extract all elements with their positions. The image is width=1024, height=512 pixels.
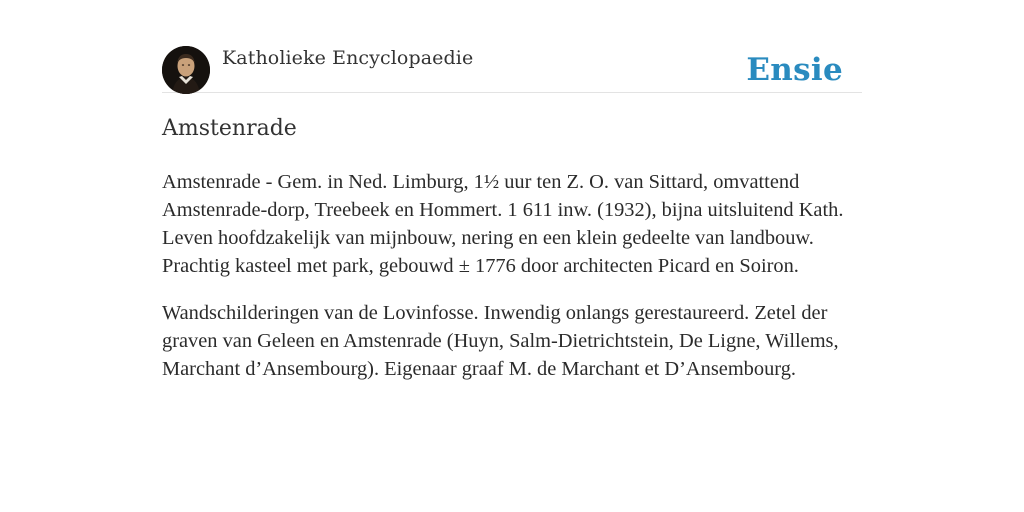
brand-logo[interactable]: Ensie: [746, 52, 843, 88]
portrait-avatar-icon[interactable]: [162, 46, 210, 94]
article-paragraph: Amstenrade - Gem. in Ned. Limburg, 1½ uur ten Z. O. van Sittard, omvattend Amstenrade-dorp, Treebeek en Hommert. 1 611 inw. (1932), bijna uitsluitend Kath. Leven hoofdzakelijk van mijnbouw, nering en een klein gedeelte van landbouw. Prachtig kasteel met park, gebouwd ± 1776 door architecten Picard en Soiron.: [162, 171, 844, 277]
article-title: Amstenrade: [162, 116, 297, 141]
header: [162, 46, 862, 93]
article-paragraph: Wandschilderingen van de Lovinfosse. Inwendig onlangs gerestaureerd. Zetel der graven van Geleen en Amstenrade (Huyn, Salm-Dietrichtstein, De Ligne, Willems, Marchant d’Ansembourg). Eigenaar graaf M. de Marchant et D’Ansembourg.: [162, 302, 839, 380]
article-body: [162, 168, 867, 402]
source-title[interactable]: Katholieke Encyclopaedie: [222, 47, 474, 69]
